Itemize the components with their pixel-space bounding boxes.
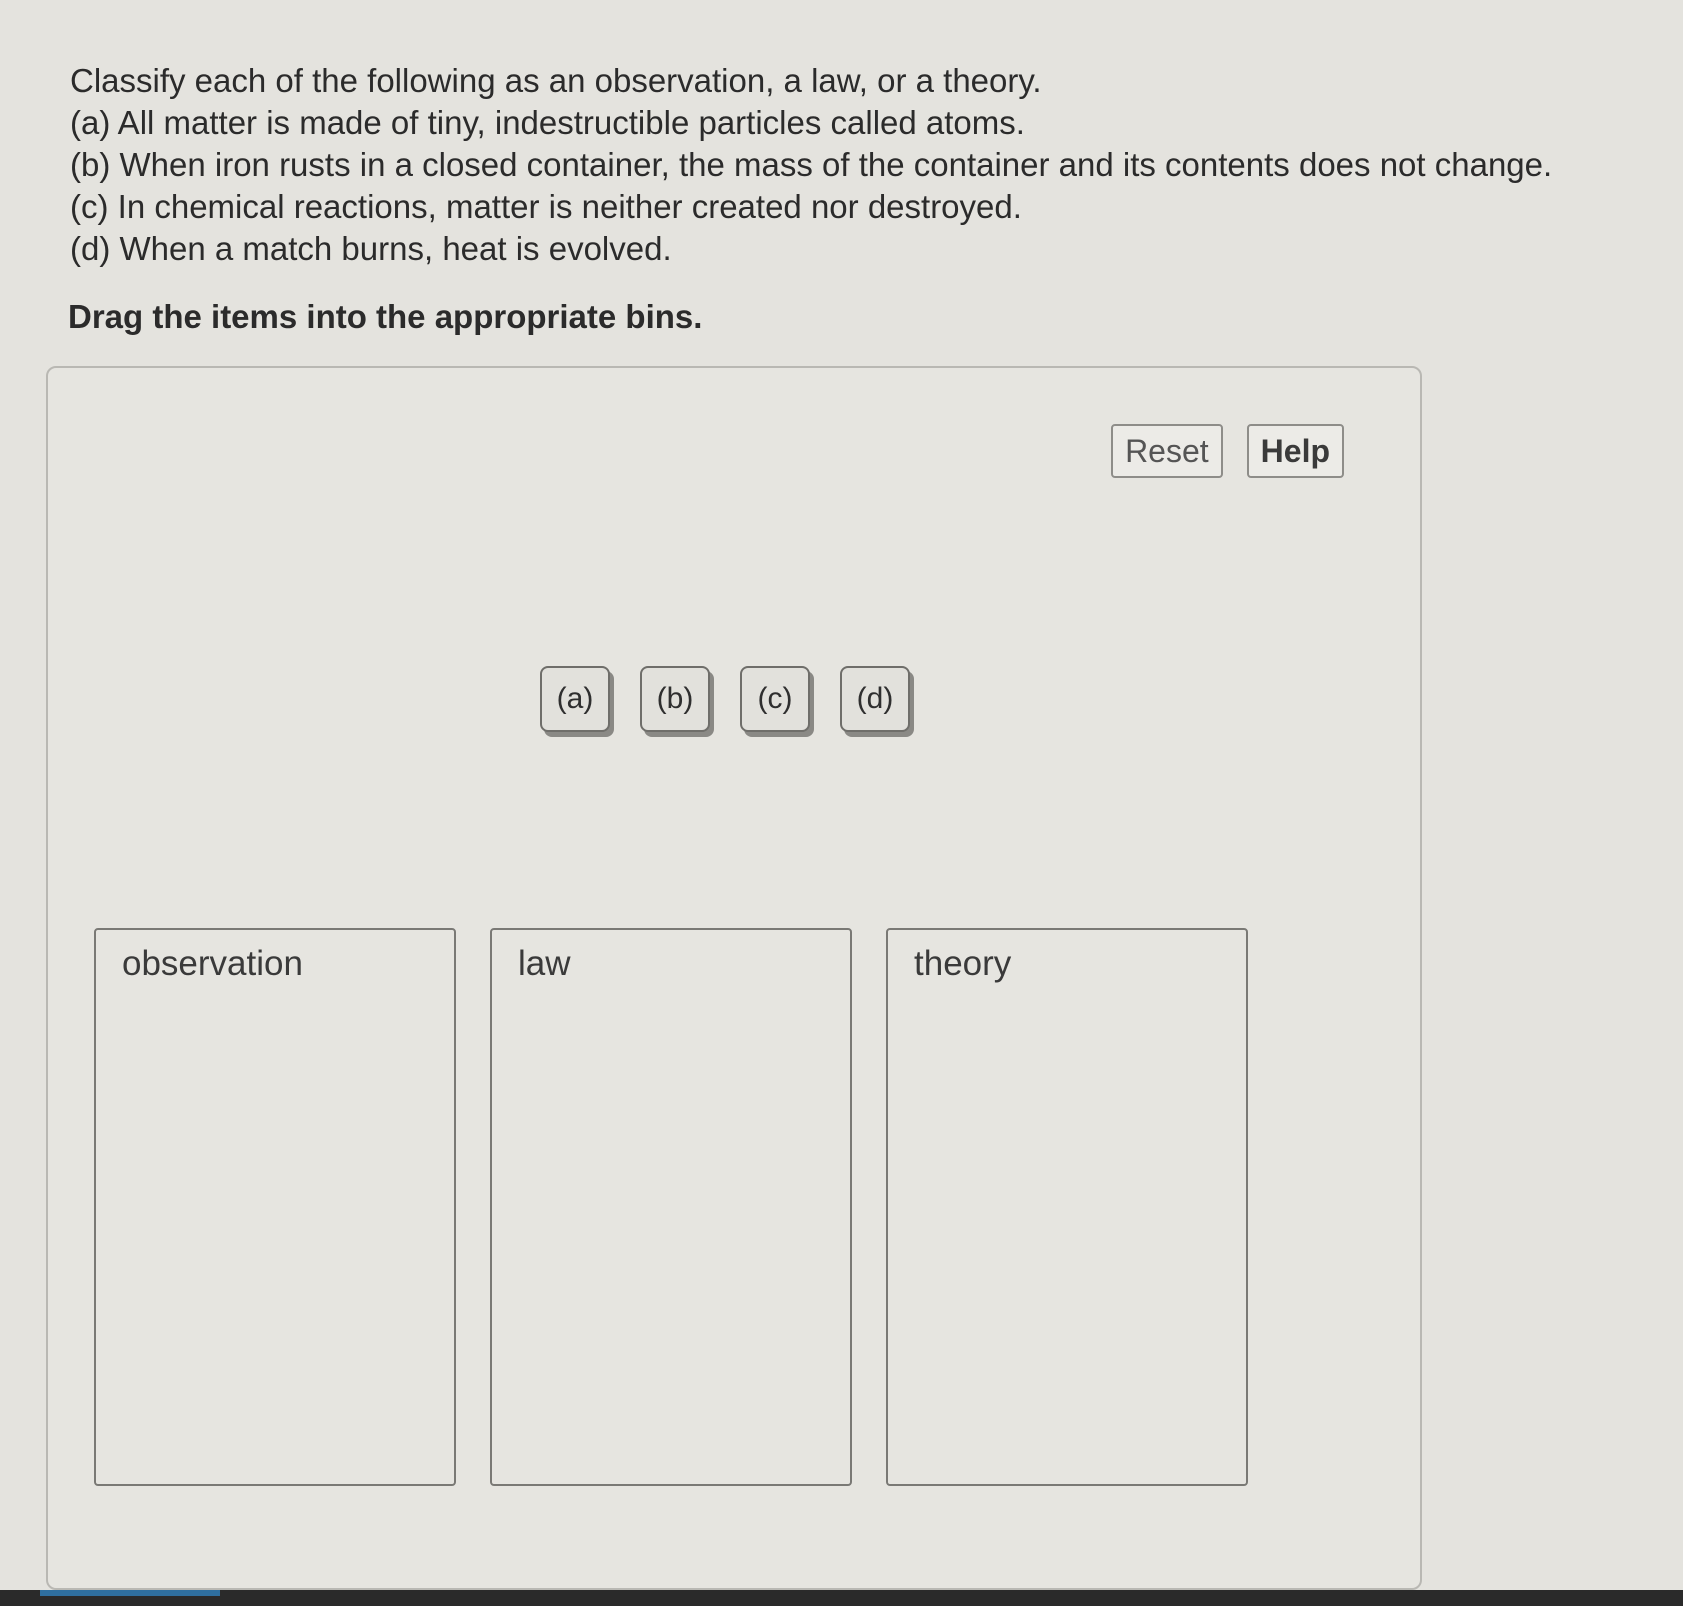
bin-observation[interactable] [94, 928, 456, 1486]
bin-law[interactable] [490, 928, 852, 1486]
panel-toolbar [1111, 424, 1344, 478]
drop-bins [94, 928, 1248, 1486]
question-item-d: (d) When a match burns, heat is evolved. [70, 230, 672, 267]
bin-theory[interactable] [886, 928, 1248, 1486]
question-text [70, 60, 1630, 270]
question-prompt: Classify each of the following as an observation, a law, or a theory. [70, 62, 1042, 99]
bin-label-observation: observation [122, 944, 303, 983]
drag-item-d[interactable]: (d) [840, 666, 910, 732]
question-item-a: (a) All matter is made of tiny, indestructible particles called atoms. [70, 104, 1025, 141]
drag-drop-panel [46, 366, 1422, 1590]
question-item-c: (c) In chemical reactions, matter is neither created nor destroyed. [70, 188, 1022, 225]
help-button[interactable]: Help [1247, 424, 1344, 478]
drag-instruction: Drag the items into the appropriate bins. [68, 298, 703, 335]
drag-item-a[interactable]: (a) [540, 666, 610, 732]
question-item-b: (b) When iron rusts in a closed container, the mass of the container and its contents does not change. [70, 146, 1553, 183]
reset-button[interactable]: Reset [1111, 424, 1223, 478]
drag-item-b[interactable]: (b) [640, 666, 710, 732]
bottom-edge [0, 1590, 1683, 1606]
bin-label-theory: theory [914, 944, 1012, 983]
draggable-items [540, 666, 910, 732]
bin-label-law: law [518, 944, 571, 983]
bottom-accent-bar [40, 1590, 220, 1596]
drag-item-c[interactable]: (c) [740, 666, 810, 732]
